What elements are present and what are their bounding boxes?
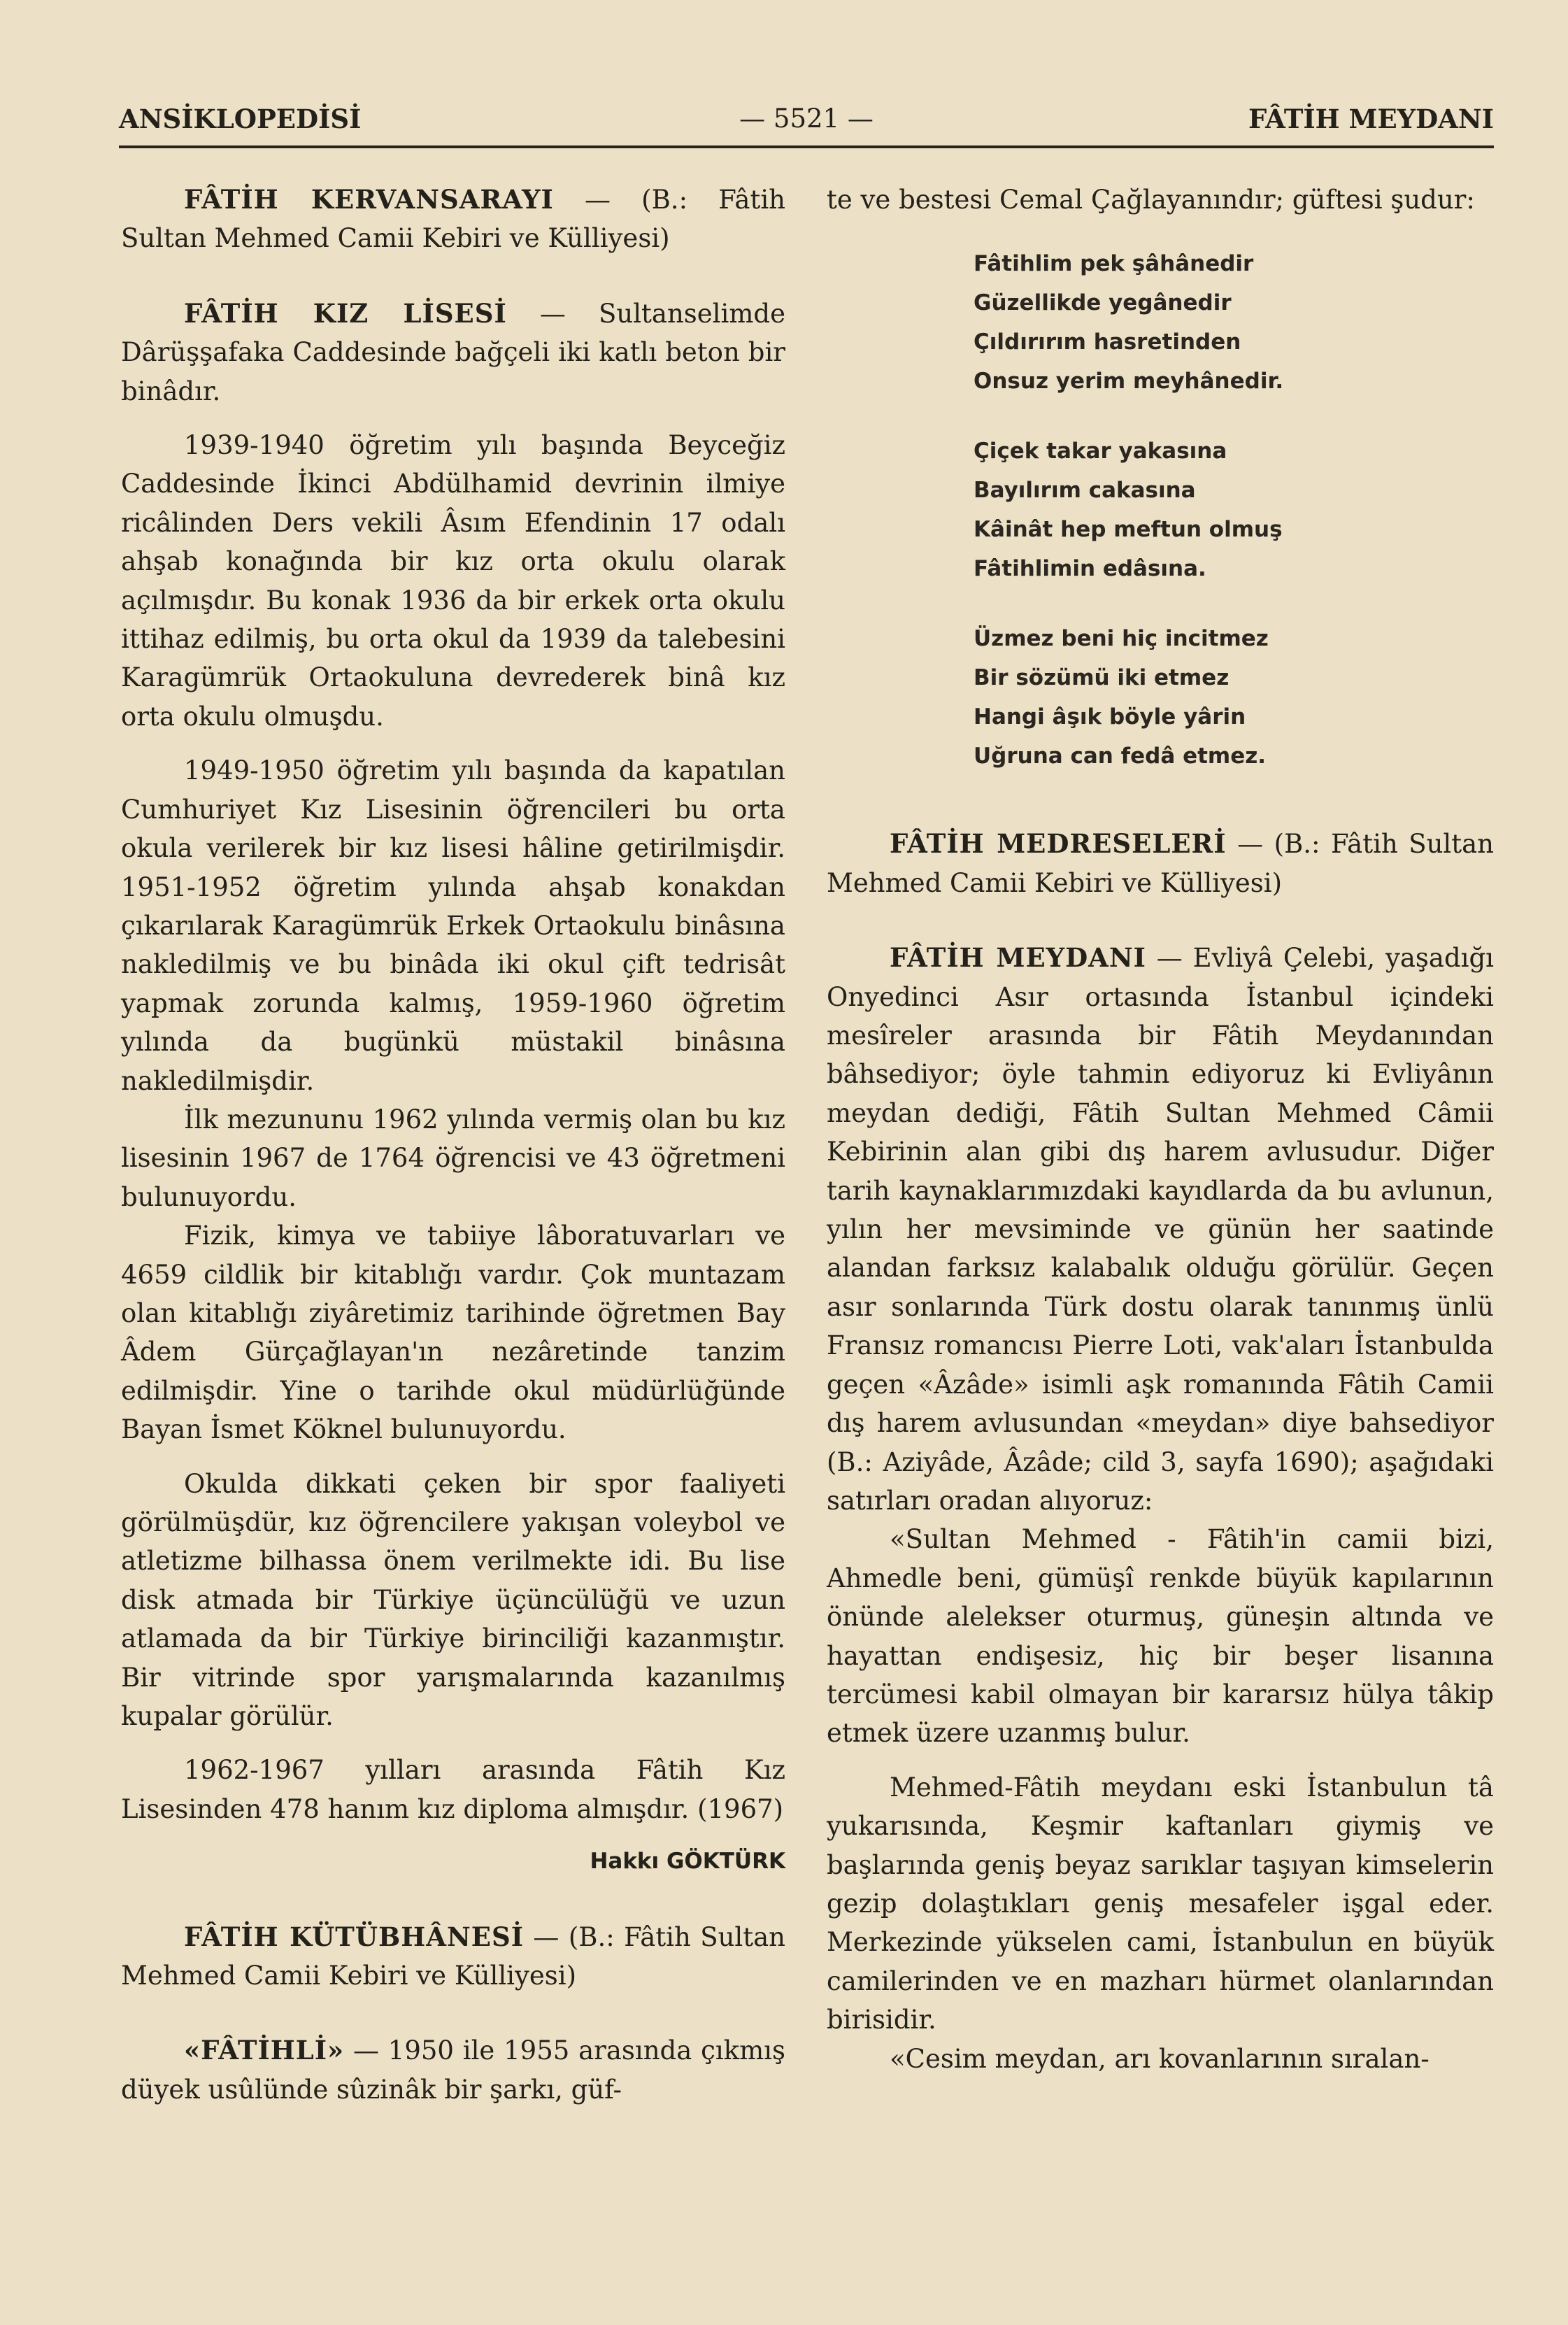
headword: FÂTİH MEYDANI [890, 942, 1146, 974]
poem-line: Çıldırırım hasretinden [974, 329, 1241, 355]
headword: «FÂTİHLİ» [184, 2035, 345, 2066]
poem-line: Kâinât hep meftun olmuş [974, 517, 1283, 543]
entry-meydani [827, 939, 1494, 1520]
entry-kutubhanesi [121, 1918, 785, 1996]
entry-text: — (B.: Fâtih Sultan Mehmed Camii Kebiri ve Külliyesi) [121, 1921, 785, 1991]
header-right-title: FÂTİH MEYDANI [1248, 104, 1494, 134]
author-signature: Hakkı GÖKTÜRK [590, 1849, 785, 1875]
poem-line: Fâtihlimin edâsına. [974, 556, 1206, 582]
left-column [121, 180, 785, 2109]
poem [974, 244, 1494, 776]
poem-stanza [974, 244, 1494, 401]
poem-line: Üzmez beni hiç incitmez [974, 626, 1269, 652]
entry-medreseleri [827, 825, 1494, 902]
quote-paragraph: «Sultan Mehmed - Fâtih'in camii bizi, Ahmedle beni, gümüşî renkde büyük kapılarının önünde alelekser oturmuş, güneşin altında ve hayattan endişesiz, hiç bir beşer lisanına tercümesi kabil olmayan bir kararsız hülya tâkip etmek üzere uzanmış bulur. [827, 1524, 1494, 1749]
entry-text: — 1950 ile 1955 arasında çıkmış düyek usûlünde sûzinâk bir şarkı, güf- [121, 2035, 785, 2105]
paragraph: 1949-1950 öğretim yılı başında da kapatılan Cumhuriyet Kız Lisesinin öğrencileri bu orta okula verilerek bir kız lisesi hâline getirilmişdir. 1951-1952 öğretim yılında ahşab konakdan çıkarılarak Karagümrük Erkek Ortaokulu binâsına nakledilmiş ve bu binâda iki okul çift tedrisât yapmak zorunda kalmış, 1959-1960 öğretim yılında da bugünkü müstakil binâsına nakledilmişdir. [121, 755, 785, 1096]
entry-fatihli [121, 2031, 785, 2109]
poem-line: Hangi âşık böyle yârin [974, 704, 1246, 730]
poem-line: Uğruna can fedâ etmez. [974, 744, 1267, 769]
quote-paragraph: Mehmed-Fâtih meydanı eski İstanbulun tâ yukarısında, Keşmir kaftanları giymiş ve başlarında geniş beyaz sarıklar taşıyan kimselerin gezip dolaştıkları geniş mesafeler işgal eder. Merkezinde yükselen cami, İstanbulun en büyük camilerinden ve en mazharı hürmet olanlarından birisidir. [827, 1772, 1494, 2035]
poem-stanza [974, 432, 1494, 588]
page-number: — 5521 — [739, 104, 874, 134]
paragraph: 1962-1967 yılları arasında Fâtih Kız Lisesinden 478 hanım kız diploma almışdır. (1967) [121, 1755, 785, 1824]
entry-kiz-lisesi [121, 294, 785, 411]
paragraph: Okulda dikkati çeken bir spor faaliyeti görülmüşdür, kız öğrencilere yakışan voleybol ve atletizme bilhassa önem verilmekte idi. Bu lise disk atmada bir Türkiye üçüncülüğü ve uzun atlamada da bir Türkiye birinciliği kazanmıştır. Bir vitrinde spor yarışmalarında kazanılmış kupalar görülür. [121, 1468, 785, 1732]
entry-text: — Evliyâ Çelebi, yaşadığı Onyedinci Asır ortasında İstanbul içindeki mesîreler arasında bir Fâtih Meydanından bâhsediyor; öyle tahmin ediyoruz ki Evliyânın meydan dediği, Fâtih Sultan Mehmed Câmii Kebirinin alan gibi dış harem avlusudur. Diğer tarih kaynaklarımızdaki kayıdlarda da bu avlunun, yılın her mevsiminde ve günün her saatinde alandan farksız kalabalık olduğu görülür. Geçen asır sonlarında Türk dostu olarak tanınmış ünlü Fransız romancısı Pierre Loti, vak'aları İstanbulda geçen «Âzâde» isimli aşk romanında Fâtih Camii dış harem avlusundan «meydan» diye bahsediyor (B.: Aziyâde, Âzâde; cild 3, sayfa 1690); aşağıdaki satırları oradan alıyoruz: [827, 943, 1494, 1516]
header-left-title: ANSİKLOPEDİSİ [119, 104, 362, 134]
entry-text: — Sultanselimde Dârüşşafaka Caddesinde bağçeli iki katlı beton bir binâdır. [121, 298, 785, 406]
headword: FÂTİH KERVANSARAYI [184, 184, 554, 215]
headword: FÂTİH KIZ LİSESİ [184, 297, 507, 329]
headword: FÂTİH KÜTÜBHÂNESİ [184, 1921, 525, 1952]
headword: FÂTİH MEDRESELERİ [890, 828, 1227, 860]
running-header [119, 97, 1494, 148]
entry-text: — (B.: Fâtih Sultan Mehmed Camii Kebiri ve Külliyesi) [827, 829, 1495, 898]
poem-line: Çiçek takar yakasına [974, 439, 1227, 464]
poem-line: Bir sözümü iki etmez [974, 665, 1230, 691]
paragraph: te ve bestesi Cemal Çağlayanındır; güftesi şudur: [827, 185, 1475, 215]
poem-stanza [974, 619, 1494, 776]
quote-paragraph: «Cesim meydan, arı kovanlarının sıralan- [890, 2043, 1430, 2074]
poem-line: Fâtihlim pek şâhânedir [974, 251, 1254, 277]
poem-line: Onsuz yerim meyhânedir. [974, 369, 1284, 394]
poem-line: Güzellikde yegânedir [974, 290, 1232, 316]
right-column [827, 180, 1494, 2078]
entry-text: — (B.: Fâtih Sultan Mehmed Camii Kebiri ve Külliyesi) [121, 185, 785, 254]
paragraph: Fizik, kimya ve tabiiye lâboratuvarları ve 4659 cildlik bir kitablığı vardır. Çok muntazam olan kitablığı ziyâretimiz tarihinde öğretmen Bay Âdem Gürçağlayan'ın nezâretinde tanzim edilmişdir. Yine o tarihde okul müdürlüğünde Bayan İsmet Köknel bulunuyordu. [121, 1221, 785, 1445]
paragraph: 1939-1940 öğretim yılı başında Beyceğiz Caddesinde İkinci Abdülhamid devrinin ilmiye ricâlinden Ders vekili Âsım Efendinin 17 odalı ahşab konağında bir kız orta okulu olarak açılmışdır. Bu konak 1936 da bir erkek orta okulu ittihaz edilmiş, bu orta okul da 1939 da talebesini Karagümrük Ortaokuluna devrederek binâ kız orta okulu olmuşdu. [121, 430, 785, 732]
poem-line: Bayılırım cakasına [974, 478, 1196, 504]
entry-kervansarayi [121, 180, 785, 258]
paragraph: İlk mezununu 1962 yılında vermiş olan bu kız lisesinin 1967 de 1764 öğrencisi ve 43 öğretmeni bulunuyordu. [121, 1104, 785, 1212]
